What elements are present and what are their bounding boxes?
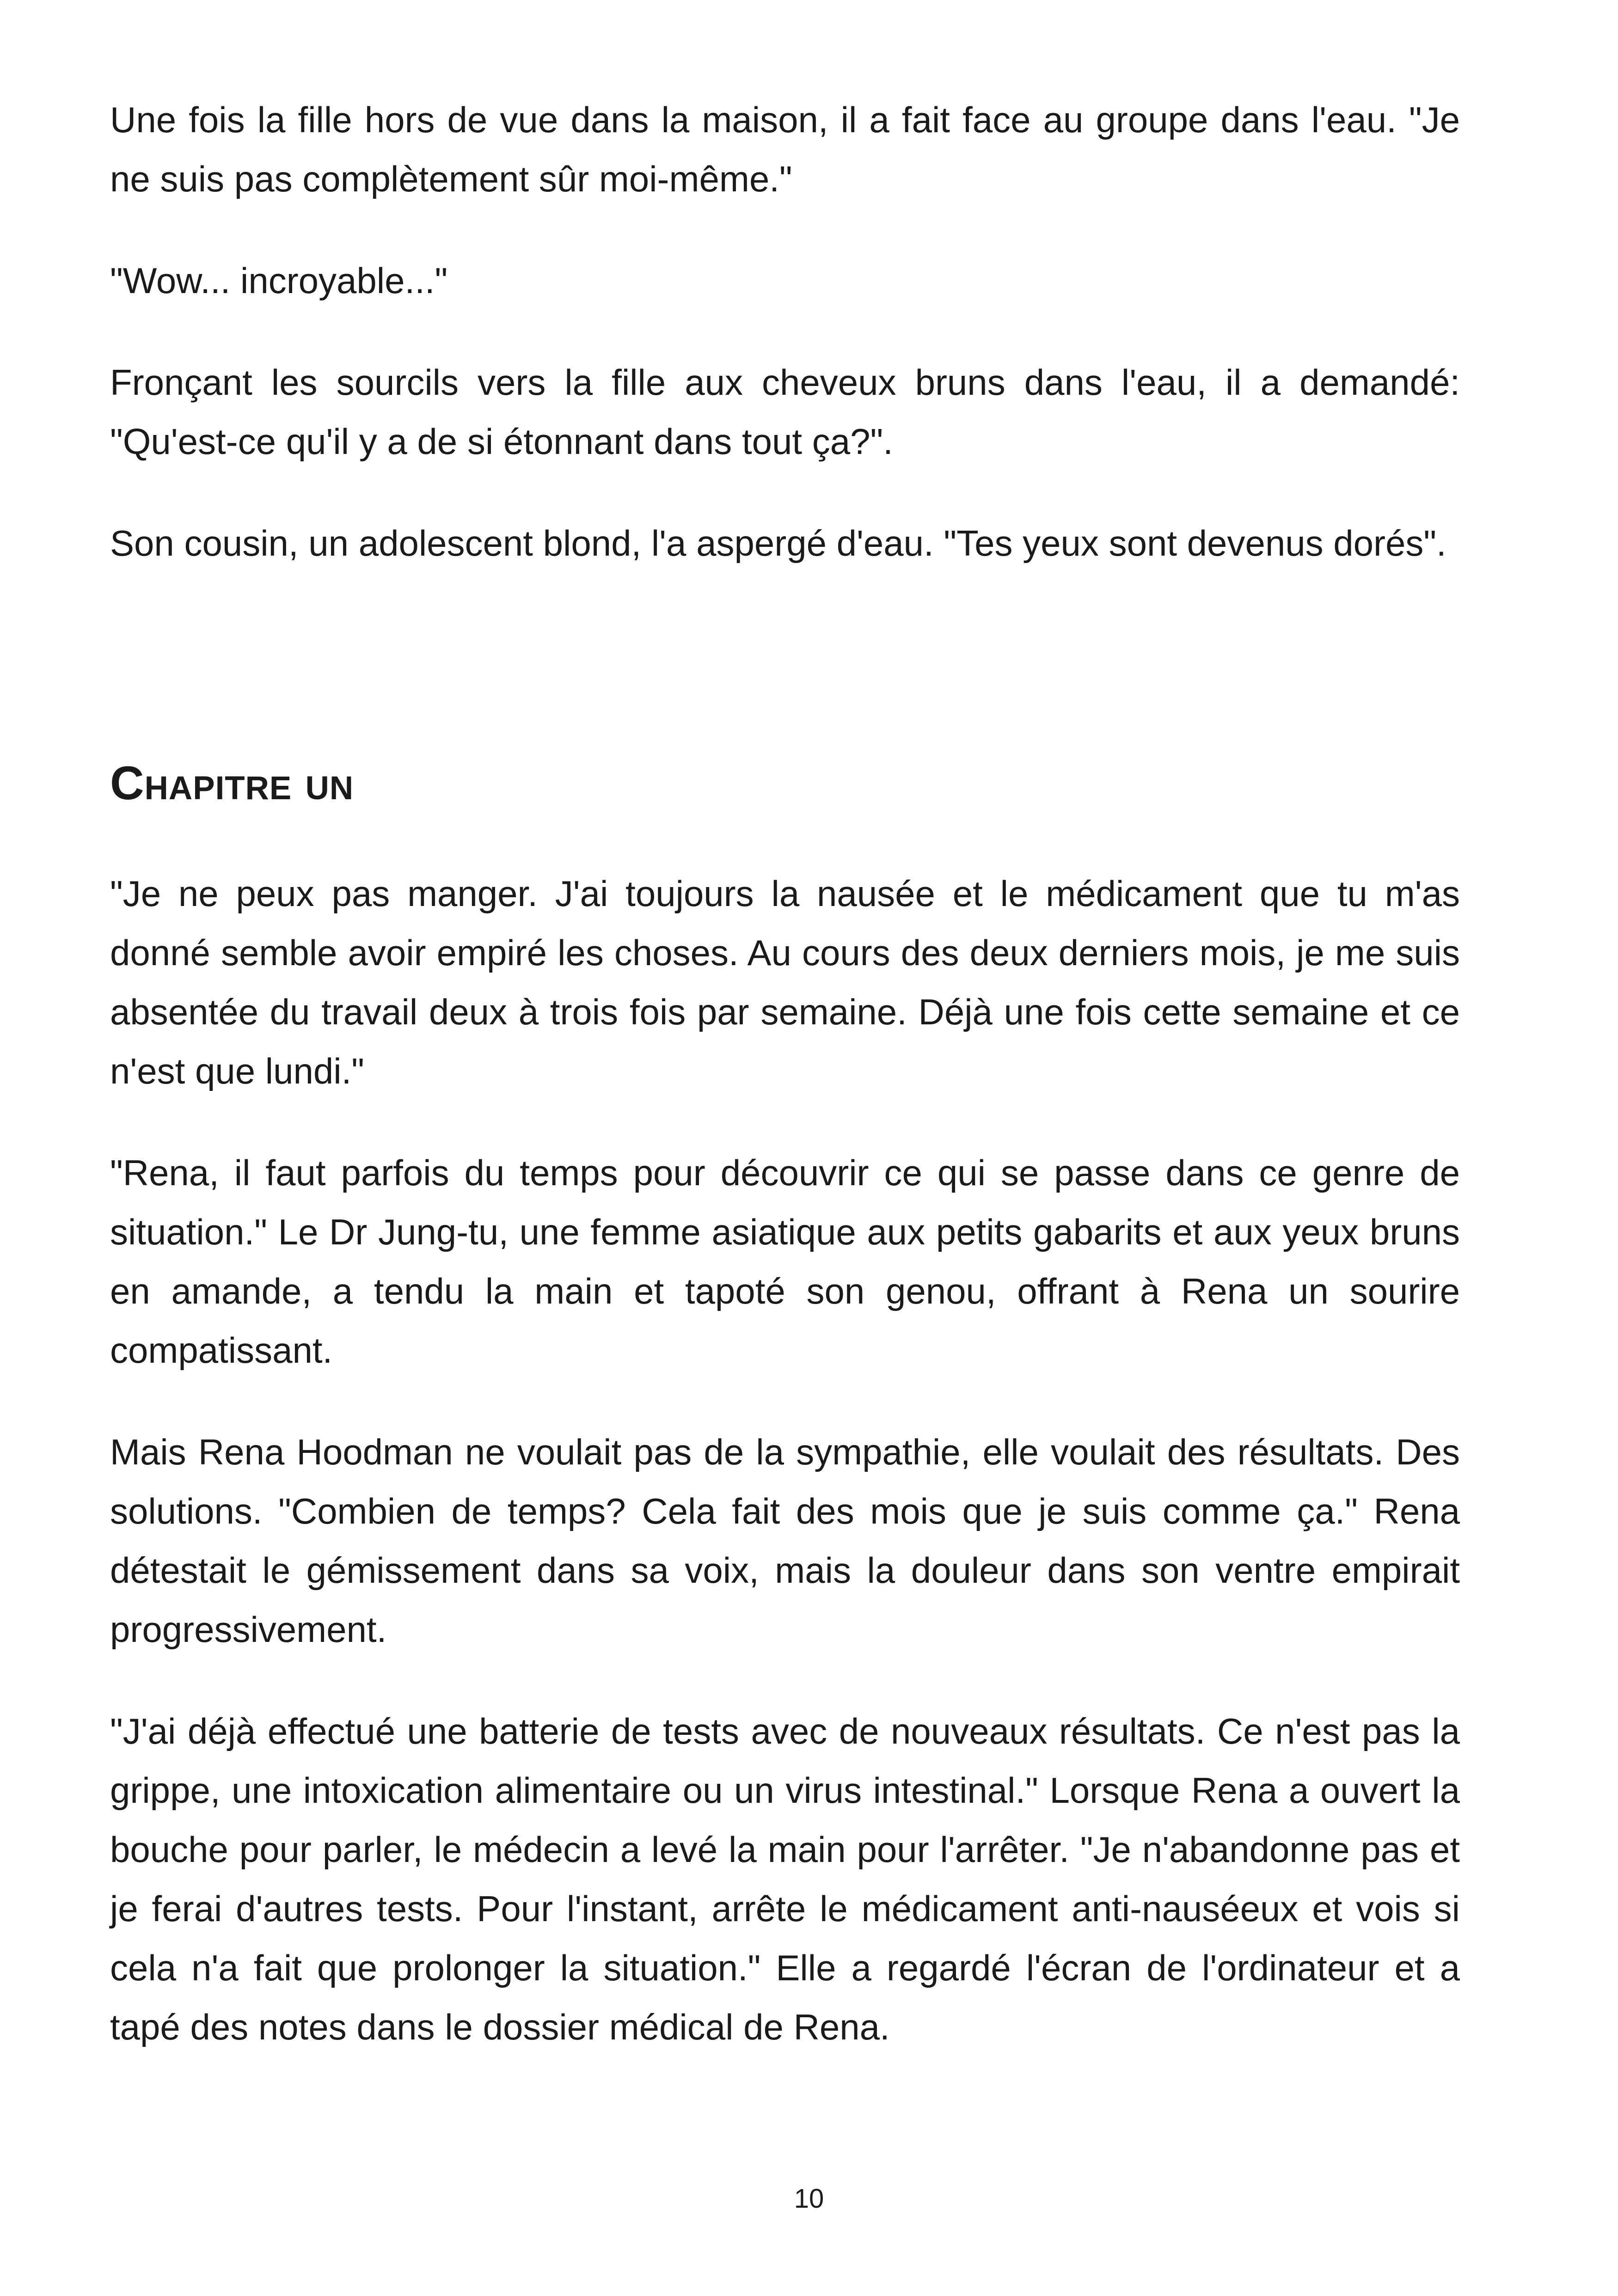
page-number: 10	[794, 2184, 824, 2214]
chapter-paragraph: Mais Rena Hoodman ne voulait pas de la sympathie, elle voulait des résultats. Des solutions. "Combien de temps? Cela fait des mois que je suis comme ça." Rena détestait le gémissement dans sa voix, mais la douleur dans son ventre empirait progressivement.	[110, 1432, 1460, 1650]
prologue-paragraph: Une fois la fille hors de vue dans la maison, il a fait face au groupe dans l'eau. "Je ne suis pas complètement sûr moi-même."	[110, 99, 1460, 199]
page-body	[110, 90, 1460, 2099]
prologue-paragraph: "Wow... incroyable..."	[110, 260, 448, 301]
chapter-title: Chapitre un	[110, 757, 354, 809]
prologue-paragraph: Fronçant les sourcils vers la fille aux cheveux bruns dans l'eau, il a demandé: "Qu'est-ce qu'il y a de si étonnant dans tout ça?".	[110, 362, 1460, 462]
chapter-paragraph: "J'ai déjà effectué une batterie de tests avec de nouveaux résultats. Ce n'est pas la grippe, une intoxication alimentaire ou un virus intestinal." Lorsque Rena a ouvert la bouche pour parler, le médecin a levé la main pour l'arrêter. "Je n'abandonne pas et je ferai d'autres tests. Pour l'instant, arrête le médicament anti-nauséeux et vois si cela n'a fait que prolonger la situation." Elle a regardé l'écran de l'ordinateur et a tapé des notes dans le dossier médical de Rena.	[110, 1711, 1460, 2047]
chapter-paragraph: "Rena, il faut parfois du temps pour découvrir ce qui se passe dans ce genre de situation." Le Dr Jung-tu, une femme asiatique aux petits gabarits et aux yeux bruns en amande, a tendu la main et tapoté son genou, offrant à Rena un sourire compatissant.	[110, 1152, 1460, 1371]
chapter-paragraph: "Je ne peux pas manger. J'ai toujours la nausée et le médicament que tu m'as donné semble avoir empiré les choses. Au cours des deux derniers mois, je me suis absentée du travail deux à trois fois par semaine. Déjà une fois cette semaine et ce n'est que lundi."	[110, 873, 1460, 1091]
prologue-paragraph: Son cousin, un adolescent blond, l'a aspergé d'eau. "Tes yeux sont devenus dorés".	[110, 523, 1446, 563]
